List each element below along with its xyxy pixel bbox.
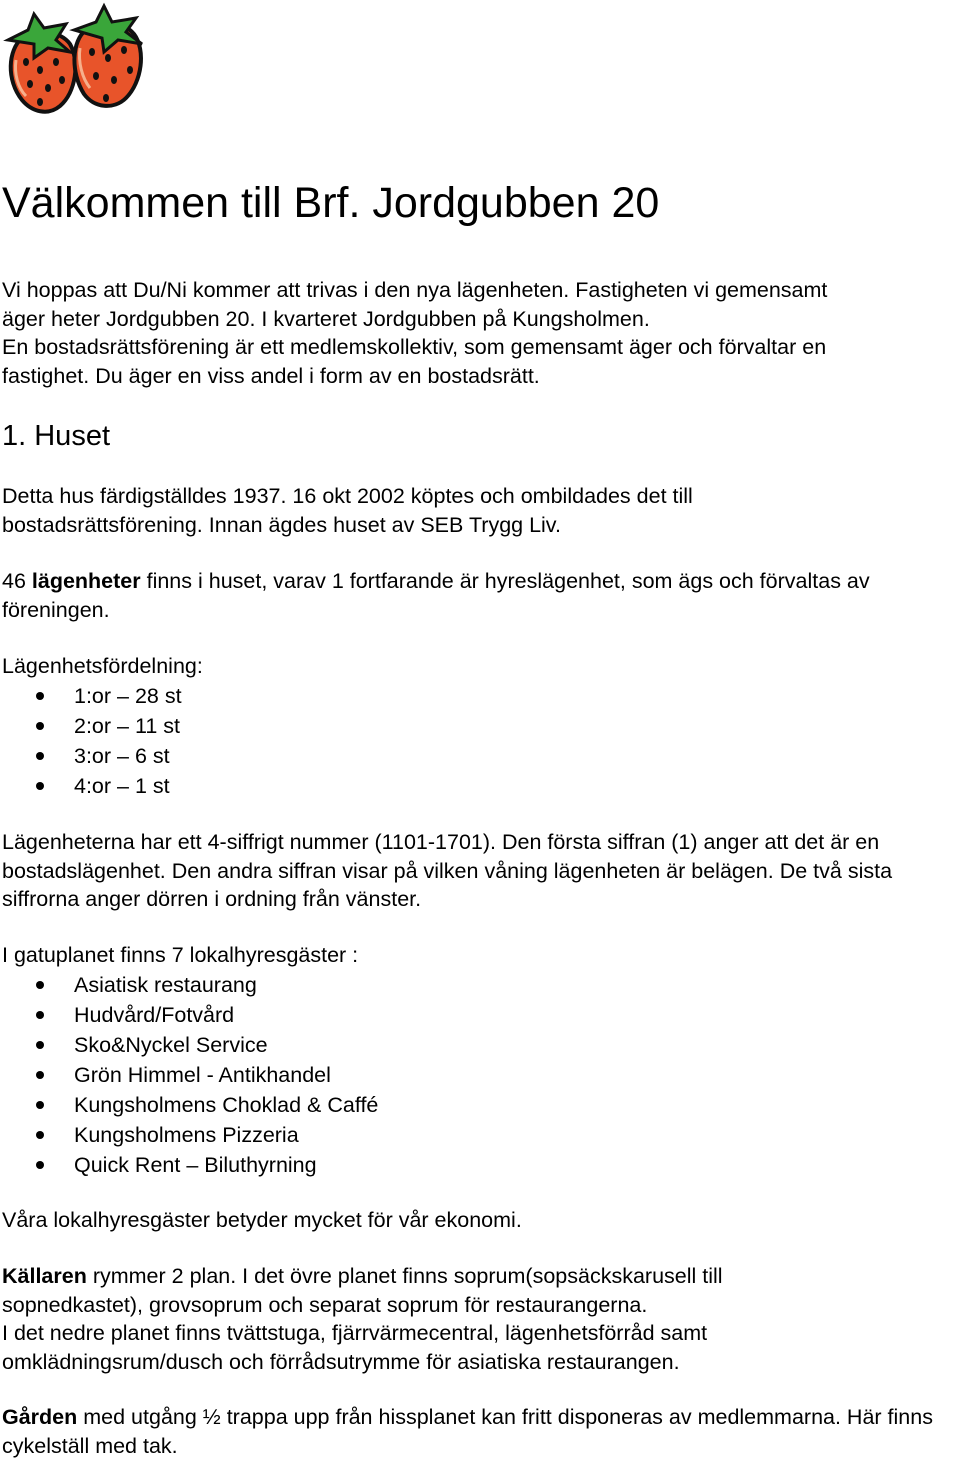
intro-line: Vi hoppas att Du/Ni kommer att trivas i den nya lägenheten. Fastigheten vi gemensamt — [2, 278, 828, 302]
bullet-icon — [36, 782, 44, 790]
intro-line: En bostadsrättsförening är ett medlemskollektiv, som gemensamt äger och förvaltar en — [2, 335, 827, 359]
apartments-text: finns i huset, varav 1 fortfarande är hyreslägenhet, som ägs och förvaltas av föreningen. — [2, 569, 870, 622]
list-item — [2, 1150, 957, 1180]
bullet-icon — [36, 1131, 44, 1139]
apartments-paragraph — [2, 567, 957, 624]
intro-line: fastighet. Du äger en viss andel i form av en bostadsrätt. — [2, 363, 540, 388]
list-item — [2, 1000, 957, 1030]
page-title: Välkommen till Brf. Jordgubben 20 — [2, 179, 660, 227]
bullet-icon — [36, 722, 44, 730]
list-item-text: Grön Himmel - Antikhandel — [74, 1063, 331, 1087]
list-item-text: 4:or – 1 st — [74, 774, 170, 798]
yard-keyword: Gården — [2, 1405, 78, 1429]
list-item-text: 1:or – 28 st — [74, 684, 182, 708]
list-item-text: Asiatisk restaurang — [74, 973, 257, 997]
list-item-text: Sko&Nyckel Service — [74, 1033, 268, 1057]
tenants-list — [2, 970, 957, 1180]
list-item-text: 2:or – 11 st — [74, 714, 180, 738]
list-item — [2, 1030, 957, 1060]
distribution-label: Lägenhetsfördelning: — [2, 654, 203, 678]
list-item-text: Kungsholmens Choklad & Caffé — [74, 1093, 379, 1117]
list-item — [2, 1090, 957, 1120]
bullet-icon — [36, 1041, 44, 1049]
list-item — [2, 681, 957, 711]
bullet-icon — [36, 1101, 44, 1109]
numbering-paragraph: Lägenheterna har ett 4-siffrigt nummer (1101-1701). Den första siffran (1) anger att det är en bostadslägenhet. Den andra siffran visar på vilken våning lägenheten är belägen. De två sista siffrorna anger dörren i ordning från vänster. — [2, 830, 893, 911]
intro-paragraph — [2, 276, 957, 390]
bullet-icon — [36, 1161, 44, 1169]
apartments-keyword: lägenheter — [31, 569, 141, 593]
cellar-text: rymmer 2 plan. I det övre planet finns soprum(sopsäckskarusell till sopnedkastet), grovsoprum och separat soprum för restaurangerna. — [2, 1264, 723, 1317]
list-item-text: 3:or – 6 st — [74, 744, 170, 768]
bullet-icon — [36, 692, 44, 700]
bullet-icon — [36, 1071, 44, 1079]
list-item — [2, 711, 957, 741]
section-heading: 1. Huset — [2, 420, 110, 452]
list-item — [2, 970, 957, 1000]
intro-line: äger heter Jordgubben 20. I kvarteret Jordgubben på Kungsholmen. — [2, 306, 650, 331]
tenants-label: I gatuplanet finns 7 lokalhyresgäster : — [2, 943, 359, 967]
apartments-count: 46 — [2, 569, 32, 593]
distribution-list — [2, 681, 957, 801]
list-item-text: Quick Rent – Biluthyrning — [74, 1153, 317, 1177]
list-item — [2, 741, 957, 771]
list-item-text: Kungsholmens Pizzeria — [74, 1123, 299, 1147]
list-item — [2, 771, 957, 801]
yard-text: med utgång ½ trappa upp från hissplanet kan fritt disponeras av medlemmarna. Här finns cykelställ med tak. — [2, 1405, 933, 1458]
bullet-icon — [36, 752, 44, 760]
bullet-icon — [36, 1011, 44, 1019]
list-item-text: Hudvård/Fotvård — [74, 1003, 235, 1027]
built-paragraph: Detta hus färdigställdes 1937. 16 okt 2002 köptes och ombildades det till bostadsrättsförening. Innan ägdes huset av SEB Trygg Liv. — [2, 484, 693, 537]
yard-paragraph — [2, 1403, 957, 1460]
bullet-icon — [36, 981, 44, 989]
strawberry-logo — [0, 0, 165, 120]
cellar-paragraph — [2, 1262, 832, 1319]
list-item — [2, 1060, 957, 1090]
cellar-keyword: Källaren — [2, 1264, 87, 1288]
cellar-lower-paragraph: I det nedre planet finns tvättstuga, fjärrvärmecentral, lägenhetsförråd samt omklädningsrum/dusch och förrådsutrymme för asiatiska restaurangen. — [2, 1321, 708, 1374]
list-item — [2, 1120, 957, 1150]
tenants-note: Våra lokalhyresgäster betyder mycket för vår ekonomi. — [2, 1208, 522, 1232]
